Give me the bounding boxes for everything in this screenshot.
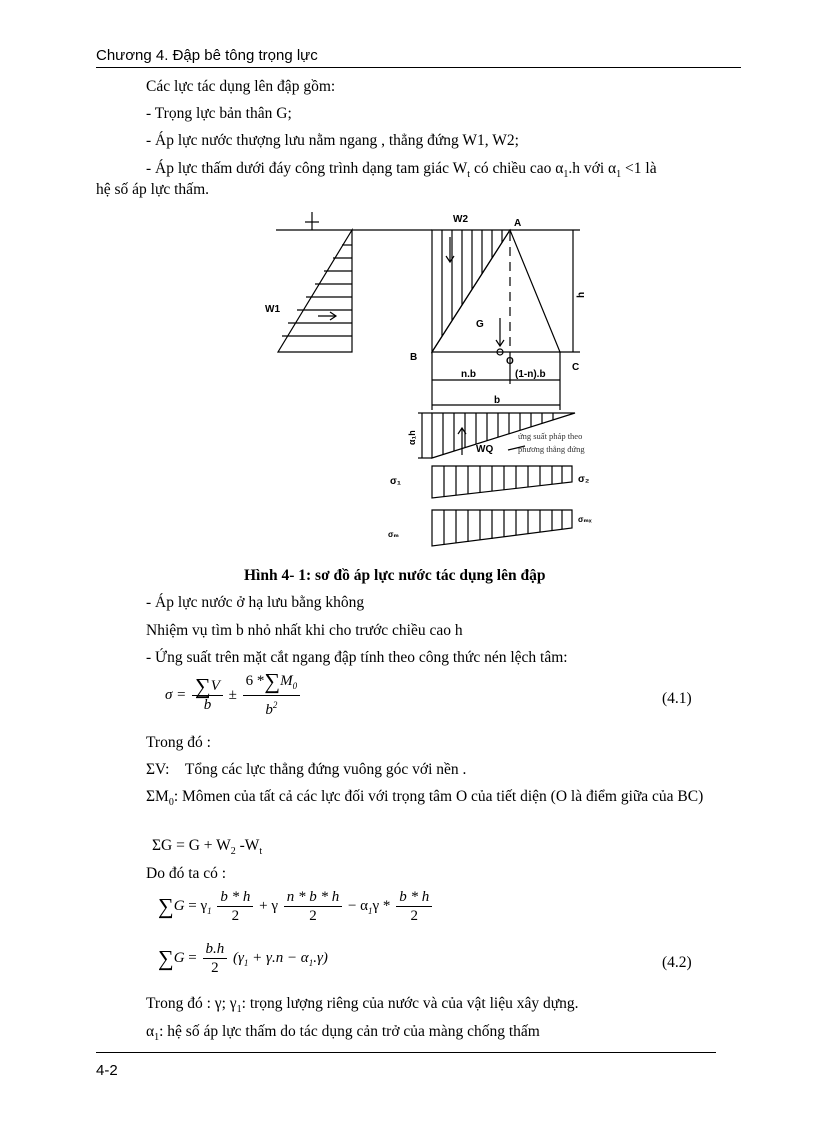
bullet-seepage bbox=[146, 159, 657, 185]
eqb-num: b.h bbox=[203, 940, 228, 959]
alpha-sub: 1 bbox=[154, 1032, 160, 1044]
stress-line: - Ứng suất trên mặt cắt ngang đập tính theo công thức nén lệch tâm: bbox=[146, 649, 568, 666]
page-number: 4-2 bbox=[96, 1062, 118, 1079]
sumg-end: -W bbox=[235, 837, 260, 854]
sub-1a: 1 bbox=[563, 169, 569, 181]
where-line-1: Trong đó : bbox=[146, 734, 211, 751]
summ-line bbox=[146, 787, 746, 813]
where2-end: : trọng lượng riêng của nước và của vật liệu xây dựng. bbox=[241, 995, 579, 1012]
eqb-paren-end: + γ.n − α bbox=[248, 949, 309, 966]
eq-b: b bbox=[203, 697, 212, 714]
eqa-alpha-sub: 1 bbox=[368, 905, 373, 916]
eqa-plus-gamma: + γ bbox=[259, 897, 278, 914]
sumg-line bbox=[152, 836, 262, 862]
eq-m: M bbox=[280, 673, 293, 689]
eq-pm: ± bbox=[228, 686, 237, 703]
footer-rule bbox=[96, 1052, 716, 1053]
eqa-num3: b * h bbox=[396, 888, 432, 907]
sub-1b: 1 bbox=[616, 169, 622, 181]
label-sigma1: σ₁ bbox=[390, 476, 401, 487]
bullet-seepage-mid: có chiều cao α bbox=[470, 160, 564, 177]
figure-caption: Hình 4- 1: sơ đồ áp lực nước tác dụng lên đập bbox=[244, 567, 546, 584]
bullet-upstream: - Áp lực nước thượng lưu nằm ngang , thẳng đứng W1, W2; bbox=[146, 132, 519, 149]
label-h: h bbox=[576, 291, 587, 298]
eqa-num1: b * h bbox=[217, 888, 253, 907]
eq-b2: b bbox=[265, 702, 273, 718]
label-sigma2: σ₂ bbox=[578, 474, 590, 485]
sumv-line bbox=[146, 760, 466, 780]
eqb-paren-sub: 1 bbox=[243, 957, 249, 968]
alpha-desc: : hệ số áp lực thấm do tác dụng cản trở của màng chống thấm bbox=[159, 1023, 540, 1040]
note-line-1: ứng suất pháp theo bbox=[518, 431, 583, 441]
w2-hatch bbox=[442, 230, 502, 336]
bullet-seepage-mid2: .h với α bbox=[568, 160, 617, 177]
chapter-header: Chương 4. Đập bê tông trọng lực bbox=[96, 47, 318, 64]
w1-pressure-triangle bbox=[278, 230, 352, 352]
eqb-g: G bbox=[173, 949, 185, 966]
eq-number-4-2: (4.2) bbox=[662, 954, 692, 971]
sub-t: t bbox=[467, 169, 471, 181]
alpha-text: α bbox=[146, 1023, 155, 1040]
label-nb: n.b bbox=[461, 369, 476, 380]
sumg-sub: 2 bbox=[230, 846, 236, 858]
where-line-2 bbox=[146, 994, 579, 1020]
eqa-g: G bbox=[173, 897, 185, 914]
eqa-minus-alpha: − α bbox=[347, 897, 369, 914]
header-rule bbox=[96, 67, 741, 68]
eq-six: 6 * bbox=[245, 673, 265, 689]
sumg-sub2: t bbox=[259, 846, 263, 858]
eqb-den: 2 bbox=[211, 960, 219, 976]
label-b-width: b bbox=[494, 395, 501, 406]
intro-line: Các lực tác dụng lên đập gồm: bbox=[146, 78, 336, 95]
eqb-paren: (γ bbox=[233, 949, 244, 966]
label-b-point: B bbox=[410, 352, 418, 363]
eqa-gamma-star: γ * bbox=[372, 897, 391, 914]
w1-hatch bbox=[282, 245, 352, 336]
dam-force-diagram bbox=[265, 205, 620, 550]
eqa-gamma-sub: 1 bbox=[207, 905, 212, 916]
dam-body bbox=[432, 230, 560, 352]
eq-m-sub: 0 bbox=[292, 681, 298, 691]
eqa-den3: 2 bbox=[410, 908, 418, 924]
label-g: G bbox=[476, 319, 484, 330]
label-w1: W1 bbox=[265, 304, 280, 315]
where2-sub: 1 bbox=[236, 1004, 242, 1016]
bullet-seepage-text: - Áp lực thấm dưới đáy công trình dạng tam giác W bbox=[146, 160, 468, 177]
summ-desc: : Mômen của tất cả các lực đối với trọng tâm O của tiết diện (O là điểm giữa của BC) bbox=[173, 788, 704, 805]
sumv-label: ΣV: bbox=[146, 761, 170, 778]
eq-b2-sup: 2 bbox=[272, 700, 278, 710]
eqb-paren-sub2: 1 bbox=[308, 957, 314, 968]
label-alpha-h: α₁h bbox=[407, 430, 417, 445]
where2-text: Trong đó : γ; γ bbox=[146, 995, 237, 1012]
label-1nb: (1-n).b bbox=[515, 369, 546, 380]
sumv-desc: Tổng các lực thẳng đứng vuông góc với nền . bbox=[184, 761, 467, 778]
equation-4-1 bbox=[165, 668, 302, 719]
label-a: A bbox=[514, 218, 522, 229]
therefore-line: Do đó ta có : bbox=[146, 865, 227, 882]
eqa-den2: 2 bbox=[309, 908, 317, 924]
sumg-text: ΣG = G + W bbox=[152, 837, 231, 854]
frac-sumv-b: $\frac{\sum V}{b}$ bbox=[192, 677, 223, 715]
eq-number-4-1: (4.1) bbox=[662, 690, 692, 707]
label-c: C bbox=[572, 362, 580, 373]
stress-trapezoid-1 bbox=[432, 466, 572, 498]
bullet-gravity: - Trọng lực bản thân G; bbox=[146, 105, 292, 122]
eqa-num2: n * b * h bbox=[284, 888, 343, 907]
equation-4-2: ∑G = $\frac{b.h}{2}$ $(\gamma_1 + \gamma.n - \alpha_1.\gamma)$ bbox=[158, 941, 328, 976]
label-w2: W2 bbox=[453, 214, 468, 225]
bullet-seepage-cont: hệ số áp lực thấm. bbox=[96, 181, 209, 198]
label-o: O bbox=[506, 356, 514, 367]
eqa-den1: 2 bbox=[231, 908, 240, 924]
bullet-seepage-end: <1 là bbox=[621, 160, 657, 177]
note-line-2: phương thẳng đứng bbox=[518, 444, 585, 454]
alpha-line bbox=[146, 1022, 540, 1048]
label-sigma-mx: σₘₓ bbox=[578, 515, 592, 524]
eq-sigma: σ = bbox=[165, 686, 187, 703]
eqa-rhs1: = γ bbox=[188, 897, 208, 914]
eq-v: V bbox=[210, 677, 220, 694]
eqb-paren-close: .γ) bbox=[313, 949, 328, 966]
frac-moment: $\frac{6 *\sum M_0}{b^2}$ bbox=[243, 672, 300, 719]
summ-label: ΣM bbox=[146, 788, 169, 805]
label-wq: WQ bbox=[476, 444, 494, 455]
label-sigma-m: σₘ bbox=[388, 530, 399, 539]
summ-sub: 0 bbox=[168, 797, 174, 809]
equation-sum-g-expanded: $\sum G = \gamma_1$ $\frac{b * h}{2}$ + γ $\frac{n * b * h}{2}$ − $\alpha_1\gamma$ * $\frac{b * h}{2}$ bbox=[158, 888, 434, 925]
stress-trapezoid-2 bbox=[432, 510, 572, 546]
downstream-line: - Áp lực nước ở hạ lưu bằng không bbox=[146, 594, 365, 611]
task-line: Nhiệm vụ tìm b nhỏ nhất khi cho trước chiều cao h bbox=[146, 622, 463, 639]
